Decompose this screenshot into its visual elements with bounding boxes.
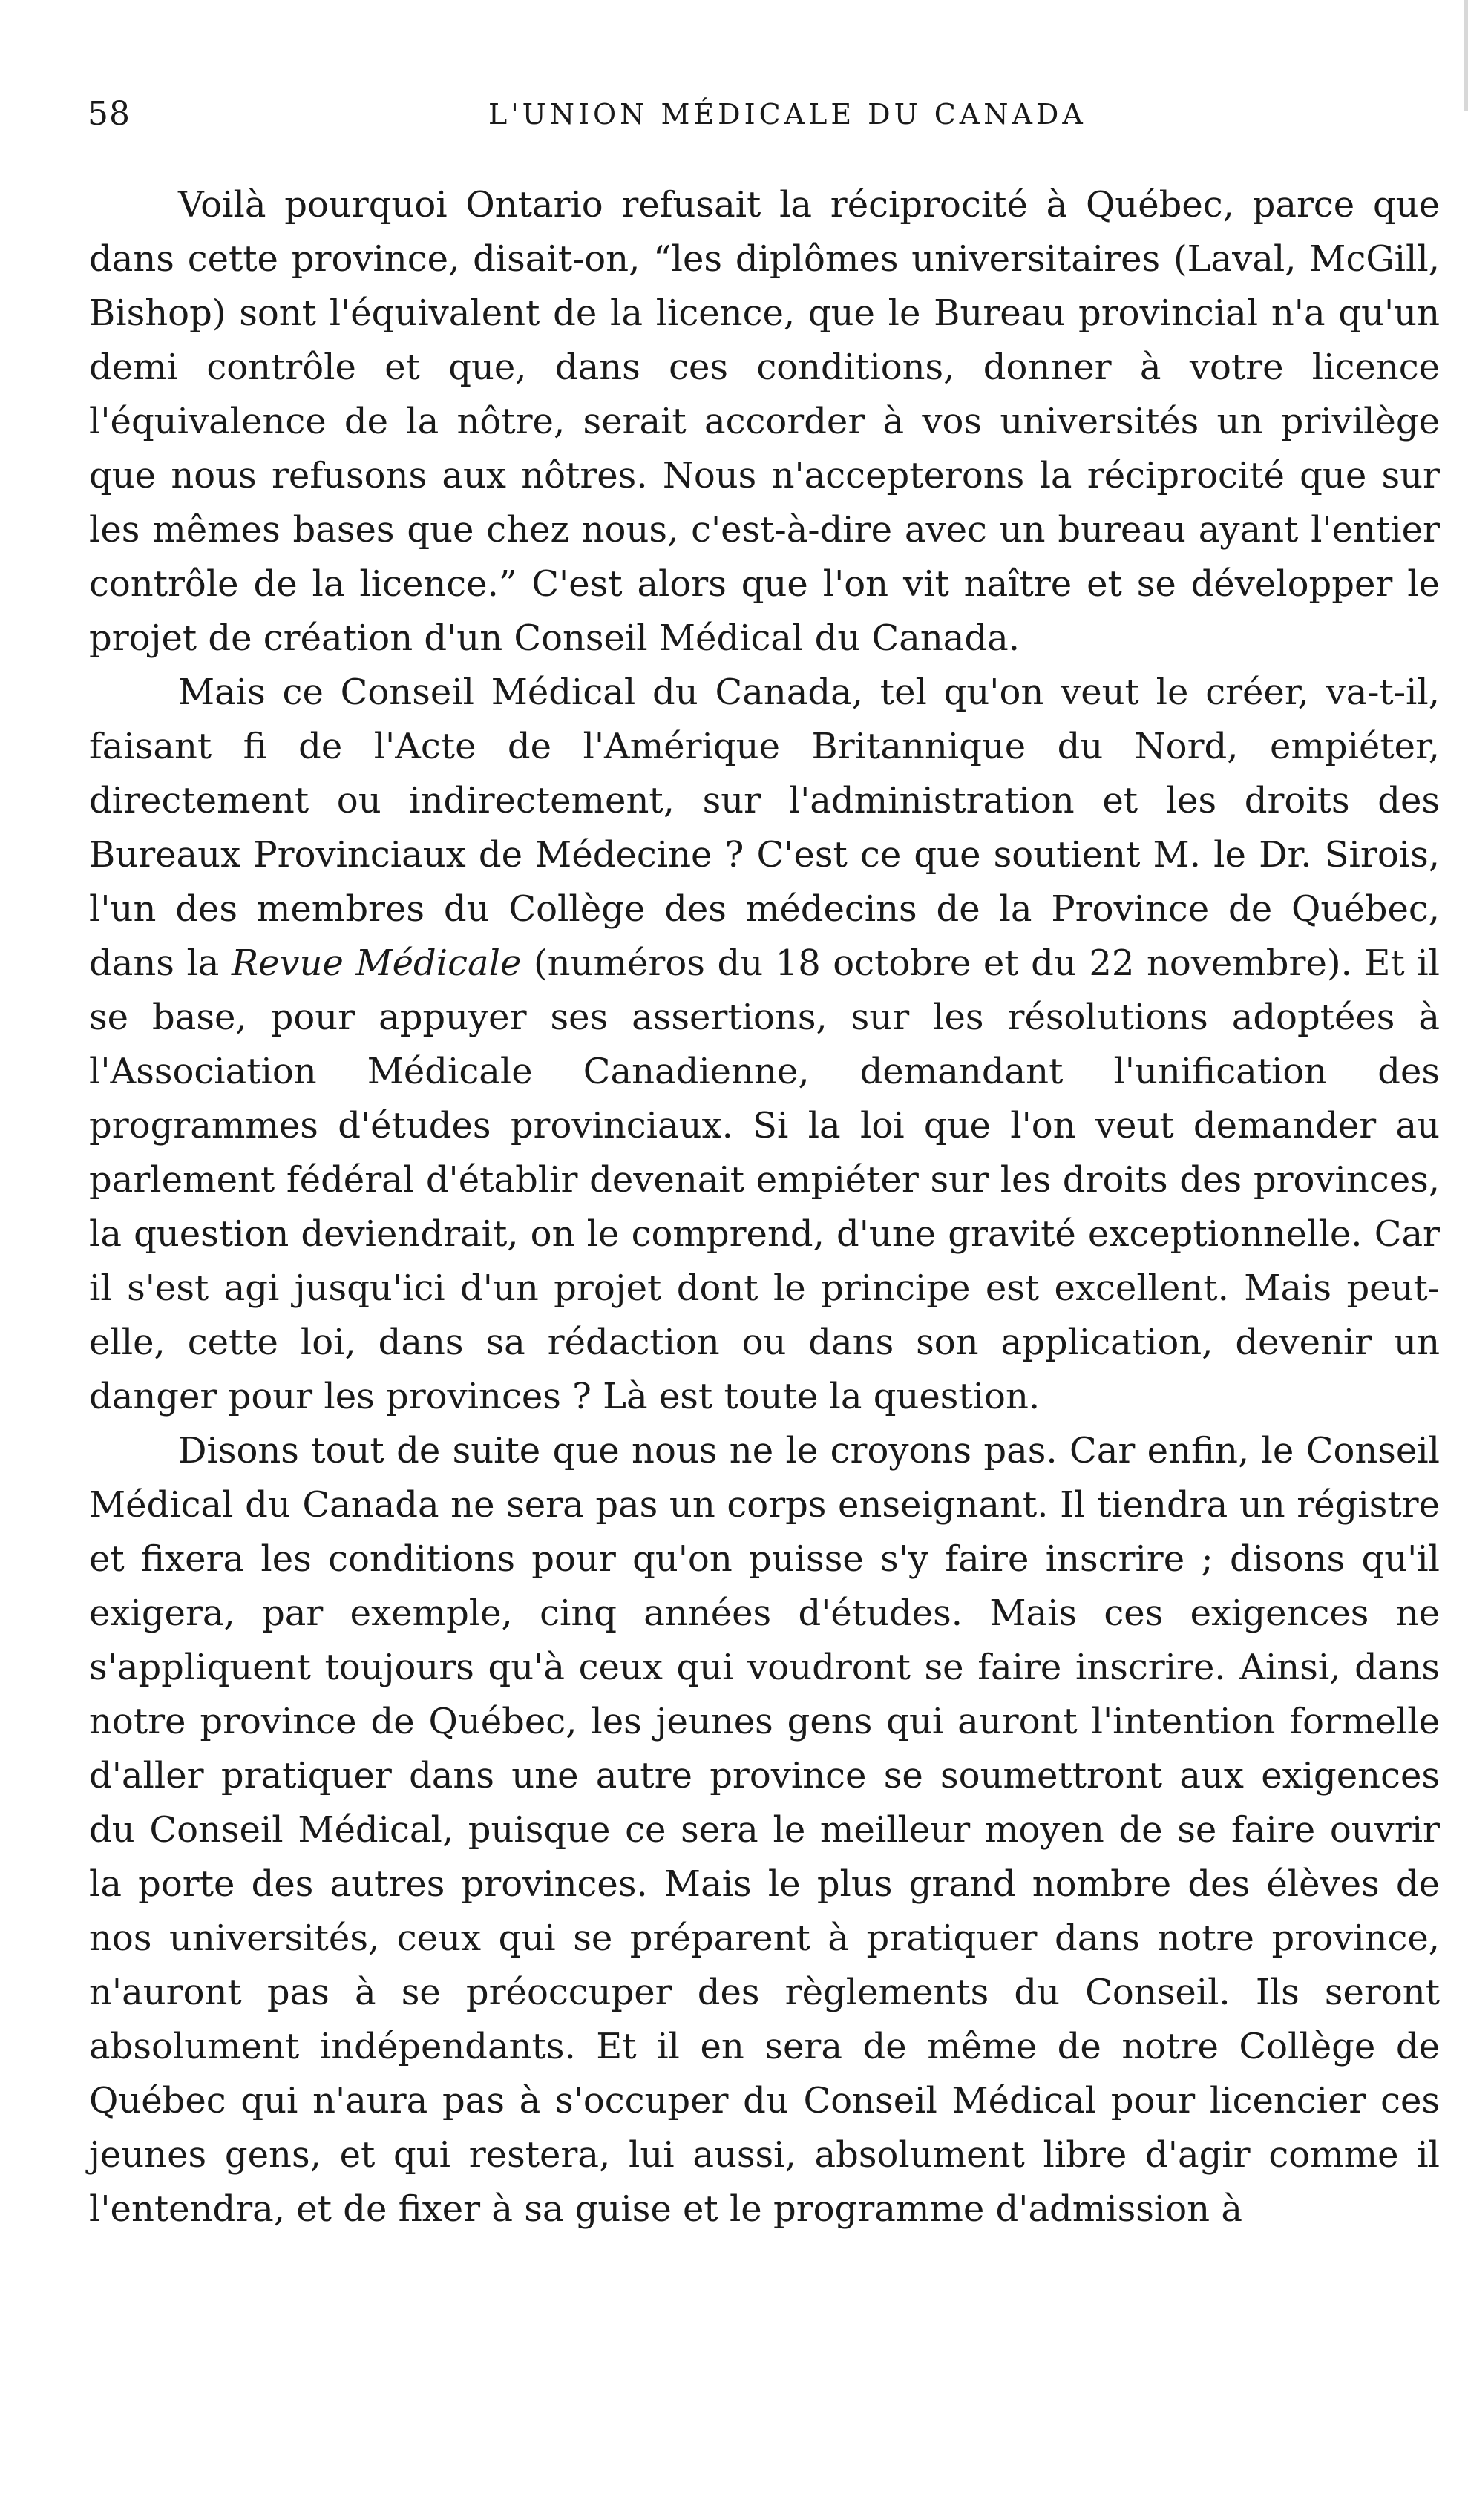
- paragraph-3: Disons tout de suite que nous ne le croyons pas. Car enfin, le Conseil Médical du Canada ne sera pas un corps enseignant. Il tiendra un régistre et fixera les conditions pour qu'on puisse s'y faire inscrire ; disons qu'il exigera, par exemple, cinq années d'études. Mais ces exigences ne s'appliquent toujours qu'à ceux qui voudront se faire inscrire. Ainsi, dans notre province de Québec, les jeunes gens qui auront l'intention formelle d'aller pratiquer dans une autre province se soumettront aux exigences du Conseil Médical, puisque ce sera le meilleur moyen de se faire ouvrir la porte des autres provinces. Mais le plus grand nombre des élèves de nos universités, ceux qui se préparent à pratiquer dans notre province, n'auront pas à se préoccuper des règlements du Conseil. Ils seront absolument indépendants. Et il en sera de même de notre Collège de Québec qui n'aura pas à s'occuper du Conseil Médical pour licencier ces jeunes gens, et qui restera, lui aussi, absolument libre d'agir comme il l'entendra, et de fixer à sa guise et le programme d'admission à: [89, 1430, 1440, 2230]
- page-edge-mark: [1464, 0, 1468, 111]
- running-head: [88, 95, 1423, 140]
- page-number: 58: [88, 95, 131, 133]
- paragraph-2-part-1: Mais ce Conseil Médical du Canada, tel qu'on veut le créer, va-t-il, faisant fi de l'Acte de l'Amérique Britannique du Nord, empiéter, directement ou indirectement, sur l'administration et les droits des Bureaux Provinciaux de Médecine ? C'est ce que soutient M. le Dr. Sirois, l'un des membres du Collège des médecins de la Province de Québec, dans la: [89, 672, 1440, 984]
- paragraph-2-part-2: (numéros du 18 octobre et du 22 novembre). Et il se base, pour appuyer ses assertions, sur les résolutions adoptées à l'Association Médicale Canadienne, demandant l'unification des programmes d'études provinciaux. Si la loi que l'on veut demander au parlement fédéral d'établir devenait empiéter sur les droits des provinces, la question deviendrait, on le comprend, d'une gravité exceptionnelle. Car il s'est agi jusqu'ici d'un projet dont le principe est excellent. Mais peut-elle, cette loi, dans sa rédaction ou dans son application, devenir un danger pour les provinces ? Là est toute la question.: [89, 942, 1441, 1417]
- paragraph-1: Voilà pourquoi Ontario refusait la réciprocité à Québec, parce que dans cette province, disait-on, “les diplômes universitaires (Laval, McGill, Bishop) sont l'équivalent de la licence, que le Bureau provincial n'a qu'un demi contrôle et que, dans ces conditions, donner à votre licence l'équivalence de la nôtre, serait accorder à vos universités un privilège que nous refusons aux nôtres. Nous n'accepterons la réciprocité que sur les mêmes bases que chez nous, c'est-à-dire avec un bureau ayant l'entier contrôle de la licence.” C'est alors que l'on vit naître et se développer le projet de création d'un Conseil Médical du Canada.: [89, 184, 1440, 659]
- journal-title: L'UNION MÉDICALE DU CANADA: [488, 98, 1087, 131]
- paragraph-2: [89, 666, 1440, 1424]
- body-text: [89, 178, 1440, 2237]
- journal-reference: Revue Médicale: [231, 942, 522, 984]
